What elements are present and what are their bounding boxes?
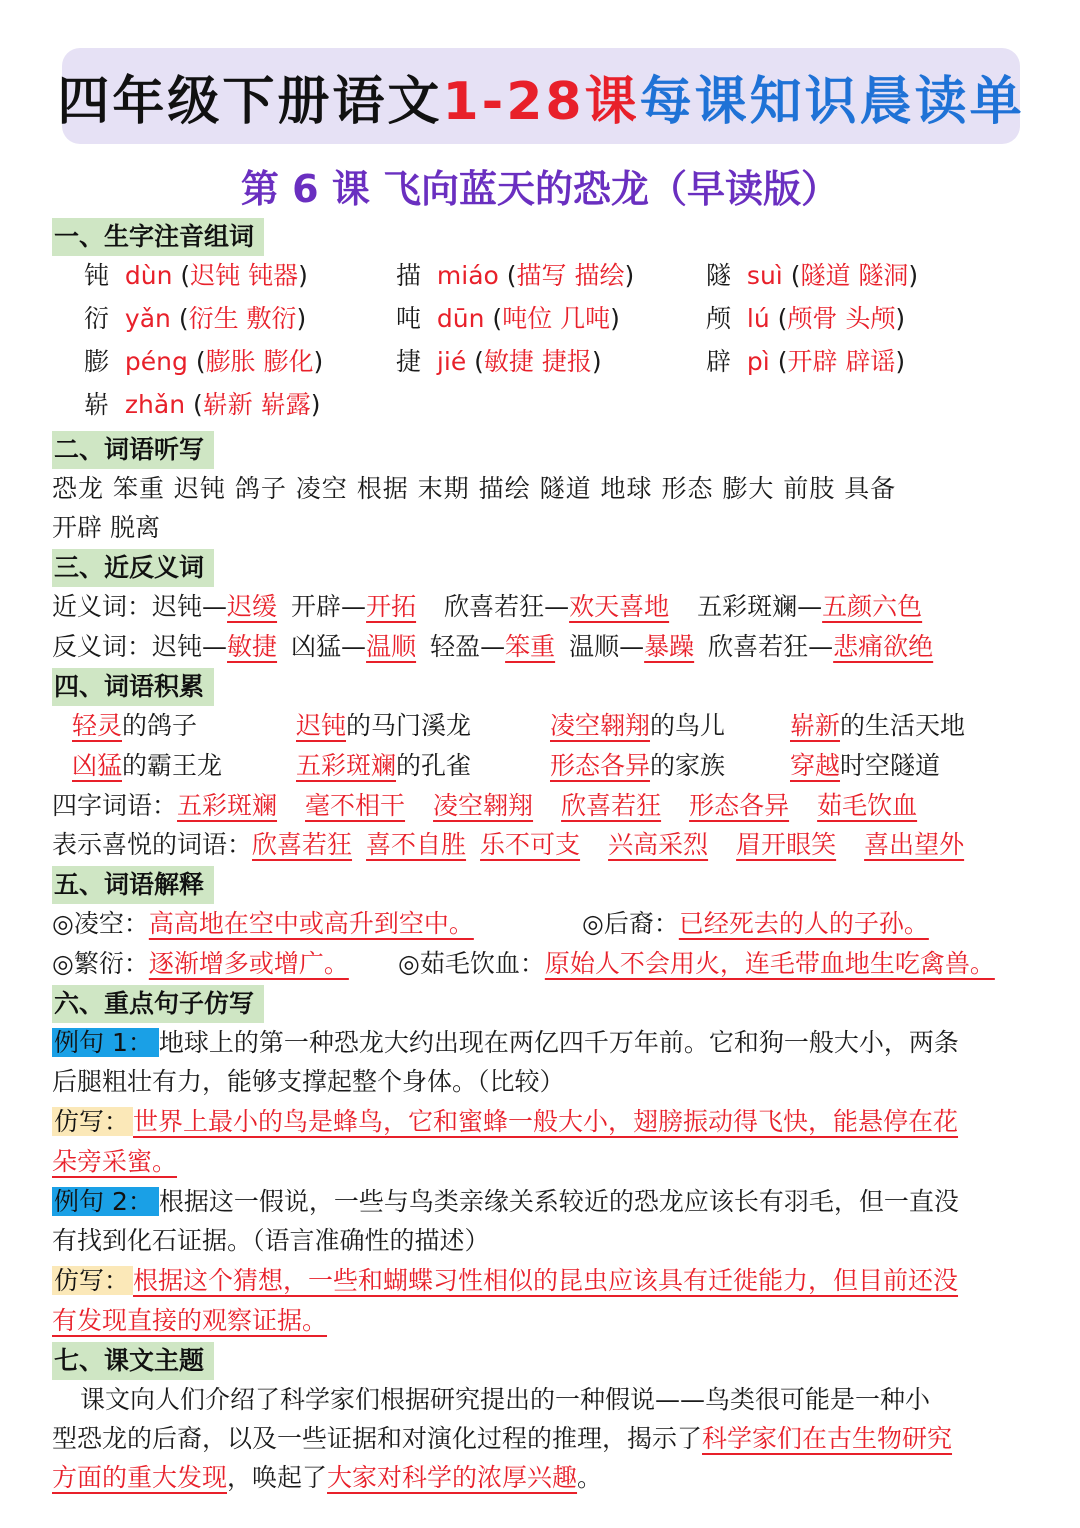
char-entry: 吨 dūn (吨位 几吨) bbox=[396, 304, 620, 333]
char-entry: 捷 jié (敏捷 捷报) bbox=[396, 347, 602, 376]
imitation-1-label: 仿写： bbox=[52, 1107, 133, 1136]
example-2-line-2: 有找到化石证据。（语言准确性的描述） bbox=[52, 1226, 490, 1255]
phrase-item: 凶猛的霸王龙 bbox=[72, 751, 223, 780]
section-heading-theme: 七、课文主题 bbox=[52, 1342, 214, 1380]
synonyms-line: 近义词：迟钝—迟缓 开辟—开拓 欣喜若狂—欢天喜地 五彩斑斓—五颜六色 bbox=[52, 592, 923, 621]
section-heading-synonyms: 三、近反义词 bbox=[52, 549, 214, 587]
dictation-line-1: 恐龙 笨重 迟钝 鸽子 凌空 根据 末期 描绘 隧道 地球 形态 膨大 前肢 具备 bbox=[52, 474, 897, 503]
example-1-line-1: 例句 1： 地球上的第一种恐龙大约出现在两亿四千万年前。它和狗一般大小，两条 bbox=[54, 1028, 959, 1057]
lesson-title: 第 6 课 飞向蓝天的恐龙（早读版） bbox=[240, 167, 840, 211]
char-entry: 钝 dùn (迟钝 钝器) bbox=[84, 261, 308, 290]
phrase-item: 轻灵的鸽子 bbox=[72, 711, 198, 740]
char-entry: 衍 yǎn (衍生 敷衍) bbox=[84, 304, 307, 333]
definition-item: ◎茹毛饮血：原始人不会用火，连毛带血地生吃禽兽。 bbox=[398, 949, 995, 978]
section-heading-accumulation: 四、词语积累 bbox=[52, 668, 214, 706]
title-part-reading: 每课知识晨读单 bbox=[639, 71, 1025, 132]
imitation-2-label: 仿写： bbox=[52, 1266, 133, 1295]
example-1-label: 例句 1： bbox=[52, 1028, 159, 1057]
theme-line-3: 方面的重大发现，唤起了大家对科学的浓厚兴趣。 bbox=[52, 1463, 603, 1492]
imitation-2-line-2: 有发现直接的观察证据。 bbox=[52, 1306, 328, 1335]
title-part-grade: 四年级下册语文 bbox=[57, 71, 443, 132]
phrase-item: 形态各异的家族 bbox=[550, 751, 726, 780]
definition-item: ◎繁衍：逐渐增多或增广。 bbox=[52, 949, 349, 978]
dictation-line-2: 开辟 脱离 bbox=[52, 513, 160, 542]
char-entry: 隧 suì (隧道 隧洞) bbox=[706, 261, 919, 290]
title-part-lessons: 1-28课 bbox=[442, 71, 640, 132]
char-entry: 颅 lú (颅骨 头颅) bbox=[706, 304, 906, 333]
section-heading-sentence-imitation: 六、重点句子仿写 bbox=[52, 985, 264, 1023]
phrase-item: 五彩斑斓的孔雀 bbox=[296, 751, 472, 780]
example-2-line-1: 例句 2： 根据这一假说，一些与鸟类亲缘关系较近的恐龙应该长有羽毛，但一直没 bbox=[54, 1187, 959, 1216]
phrase-item: 崭新的生活天地 bbox=[790, 711, 966, 740]
phrase-item: 穿越时空隧道 bbox=[790, 751, 941, 780]
theme-line-2: 型恐龙的后裔，以及一些证据和对演化过程的推理，揭示了科学家们在古生物研究 bbox=[52, 1424, 953, 1453]
phrase-item: 凌空翱翔的鸟儿 bbox=[550, 711, 726, 740]
section-heading-dictation: 二、词语听写 bbox=[52, 431, 214, 469]
antonyms-line: 反义词：迟钝—敏捷 凶猛—温顺 轻盈—笨重 温顺—暴躁 欣喜若狂—悲痛欲绝 bbox=[52, 632, 934, 661]
imitation-2-line-1: 仿写： 根据这个猜想，一些和蝴蝶习性相似的昆虫应该具有迁徙能力，但目前还没 bbox=[54, 1266, 959, 1295]
char-entry: 崭 zhǎn (崭新 崭露) bbox=[84, 390, 321, 419]
section-heading-characters: 一、生字注音组词 bbox=[52, 218, 264, 256]
title-banner bbox=[57, 48, 1025, 144]
char-entry: 辟 pì (开辟 辟谣) bbox=[706, 347, 906, 376]
example-1-line-2: 后腿粗壮有力，能够支撑起整个身体。（比较） bbox=[52, 1067, 565, 1096]
theme-line-1: 课文向人们介绍了科学家们根据研究提出的一种假说——鸟类很可能是一种小 bbox=[80, 1385, 931, 1414]
section-heading-definitions: 五、词语解释 bbox=[52, 866, 214, 904]
definition-item: ◎凌空：高高地在空中或高升到空中。 bbox=[52, 909, 474, 938]
char-entry: 膨 péng (膨胀 膨化) bbox=[84, 347, 324, 376]
joy-words-line: 表示喜悦的词语：欣喜若狂 喜不自胜 乐不可支 兴高采烈 眉开眼笑 喜出望外 bbox=[52, 830, 965, 859]
imitation-1-line-2: 朵旁采蜜。 bbox=[52, 1147, 178, 1176]
example-2-label: 例句 2： bbox=[52, 1187, 159, 1216]
definition-item: ◎后裔：已经死去的人的子孙。 bbox=[582, 909, 929, 938]
phrase-item: 迟钝的马门溪龙 bbox=[296, 711, 472, 740]
char-entry: 描 miáo (描写 描绘) bbox=[396, 261, 635, 290]
imitation-1-line-1: 仿写： 世界上最小的鸟是蜂鸟，它和蜜蜂一般大小，翅膀振动得飞快，能悬停在花 bbox=[54, 1107, 959, 1136]
four-char-idioms-line: 四字词语：五彩斑斓 毫不相干 凌空翱翔 欣喜若狂 形态各异 茹毛饮血 bbox=[52, 791, 918, 820]
